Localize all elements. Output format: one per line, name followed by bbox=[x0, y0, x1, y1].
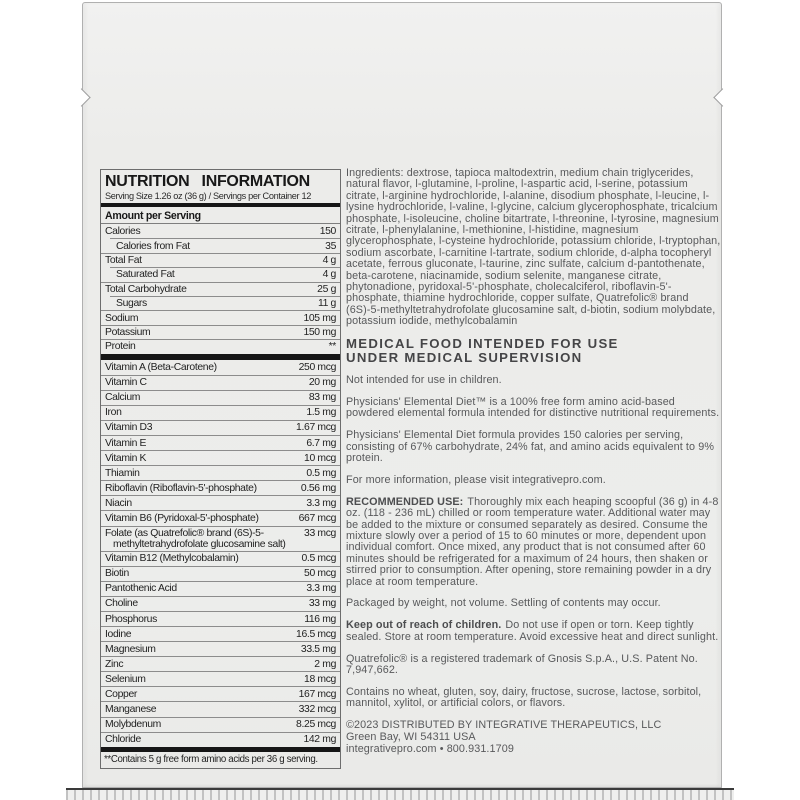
info-paragraph bbox=[346, 687, 723, 710]
nutrient-value: 250 mcg bbox=[298, 362, 336, 374]
nutrient-label: Zinc bbox=[105, 658, 124, 670]
nutrient-label: Sodium bbox=[105, 312, 139, 324]
nutrient-row bbox=[101, 267, 340, 281]
nutrient-label-wrap bbox=[105, 614, 300, 625]
nutrient-row bbox=[101, 325, 340, 339]
nutrient-label-cont: methyltetrahydrofolate glucosamine salt) bbox=[113, 539, 286, 551]
distributor-line2: Green Bay, WI 54311 USA bbox=[346, 730, 476, 743]
nutrient-value: 4 g bbox=[322, 254, 336, 266]
nutrient-label: Vitamin D3 bbox=[105, 422, 153, 434]
nutrient-label-wrap bbox=[105, 553, 297, 564]
nutrient-label-wrap bbox=[105, 704, 295, 715]
distributor-block bbox=[346, 720, 723, 755]
nutrient-value: ** bbox=[328, 341, 336, 353]
tear-notch-right-icon bbox=[713, 88, 731, 106]
nutrient-row bbox=[101, 310, 340, 324]
nutrient-value: 11 g bbox=[317, 298, 336, 310]
nutrient-label: Copper bbox=[105, 688, 137, 700]
nutrient-label-wrap bbox=[105, 689, 295, 700]
nutrient-label: Iron bbox=[105, 407, 122, 419]
nutrient-row bbox=[101, 732, 340, 747]
info-paragraph bbox=[346, 654, 723, 677]
nutrient-value: 1.67 mcg bbox=[296, 422, 336, 434]
distributor-line1: ©2023 DISTRIBUTED BY INTEGRATIVE THERAPEUTICS, LLC bbox=[346, 719, 662, 732]
nutrient-label-wrap bbox=[105, 483, 297, 494]
paragraph-text: Do not use if open or torn. Keep tightly sealed. Store at room temperature. Avoid excessive heat and direct sunlight. bbox=[346, 619, 719, 643]
nutrient-label-wrap bbox=[105, 659, 310, 670]
nutrient-label-wrap bbox=[105, 377, 305, 388]
nutrient-label: Calories from Fat bbox=[116, 240, 190, 252]
info-paragraphs bbox=[346, 375, 723, 710]
nutrient-label-wrap bbox=[105, 528, 300, 550]
nutrient-label-wrap bbox=[105, 468, 302, 479]
ingredients-text: Ingredients: dextrose, tapioca maltodextrin, medium chain triglycerides, natural flavor, l-glutamine, l-proline, l-aspartic acid, l-serine, potassium citrate, l-arginine hydrochloride, l-alanine, disodium phosphate, l-leucine, l-lysine hydrochloride, l-valine, l-glycine, calcium glycerophosphate, tricalcium phosphate, l-isoleucine, choline bitartrate, l-threonine, l-tyrosine, magnesium citrate, l-phenylalanine, l-methionine, l-histidine, magnesium glycerophosphate, l-cysteine hydrochloride, potassium chloride, l-tryptophan, sodium ascorbate, l-carnitine l-tartrate, sodium chloride, d-alpha tocopheryl acetate, ferrous gluconate, l-taurine, zinc sulfate, calcium d-pantothenate, beta-carotene, niacinamide, sodium selenite, manganese citrate, phytonadione, pyridoxal-5'-phosphate, cholecalciferol, riboflavin-5'-phosphate, thiamine hydrochloride, copper sulfate, Quatrefolic® brand (6S)-5-methyltetrahydrofolate glucosamine salt, d-biotin, sodium molybdate, potassium iodide, methylcobalamin bbox=[346, 167, 721, 328]
nutrient-label: Vitamin A (Beta-Carotene) bbox=[105, 362, 217, 374]
nutrient-value: 10 mcg bbox=[304, 452, 336, 464]
nutrient-row bbox=[101, 611, 340, 626]
nutrient-row bbox=[101, 701, 340, 716]
amino-acid-footnote: **Contains 5 g free form amino acids per 36 g serving. bbox=[104, 754, 318, 766]
nutrient-label-wrap bbox=[105, 644, 297, 655]
nutrient-label-wrap bbox=[105, 674, 300, 685]
nutrient-label: Manganese bbox=[105, 704, 157, 716]
nutrient-value: 116 mg bbox=[304, 613, 336, 625]
paragraph-text: Quatrefolic® is a registered trademark of Gnosis S.p.A., U.S. Patent No. 7,947,662. bbox=[346, 652, 698, 677]
nutrient-label-wrap bbox=[105, 407, 302, 418]
paragraph-text: Not intended for use in children. bbox=[346, 373, 502, 386]
nutrient-label: Magnesium bbox=[105, 643, 156, 655]
nutrient-label-wrap bbox=[105, 583, 302, 594]
nutrient-value: 18 mcg bbox=[304, 673, 336, 685]
nutrient-label: Protein bbox=[105, 341, 136, 353]
nutrient-label-wrap bbox=[105, 327, 299, 338]
nutrient-label: Vitamin K bbox=[105, 452, 147, 464]
nutrient-value: 150 mg bbox=[303, 326, 336, 338]
micro-nutrient-rows bbox=[101, 360, 340, 747]
paragraph-text: Thoroughly mix each heaping scoopful (36 g) in 4-8 oz. (118 - 236 mL) chilled or room temperature water. Additional water may be added to the mixture or consumed separately as desired. Consume the mixture slowly over a period of 15 to 60 minutes or more, dependent upon individual comfort. Once mixed, any product that is not consumed after 60 minutes should be refrigerated for a maximum of 24 hours, then shaken or stirred prior to consumption. After opening, store remaining powder in a dry place at room temperature. bbox=[346, 495, 719, 588]
paragraph-lead: RECOMMENDED USE: bbox=[346, 495, 464, 508]
nutrient-label: Calories bbox=[105, 226, 141, 238]
nutrient-value: 667 mcg bbox=[298, 513, 336, 525]
nutrient-label-wrap bbox=[105, 341, 325, 352]
paragraph-text: For more information, please visit integrativepro.com. bbox=[346, 473, 606, 486]
nutrient-row bbox=[101, 420, 340, 435]
nutrient-label: Vitamin C bbox=[105, 377, 147, 389]
info-paragraph bbox=[346, 598, 723, 609]
serving-size-line: Serving Size 1.26 oz (36 g) / Servings per Container 12 bbox=[105, 191, 311, 201]
pouch bbox=[82, 2, 722, 788]
nutrient-label: Vitamin B6 (Pyridoxal-5'-phosphate) bbox=[105, 513, 259, 525]
info-paragraph bbox=[346, 497, 723, 588]
nutrient-row bbox=[101, 641, 340, 656]
info-paragraph bbox=[346, 430, 723, 464]
nutrient-value: 6.7 mg bbox=[306, 437, 336, 449]
nutrient-value: 142 mg bbox=[303, 734, 336, 746]
nutrient-label-wrap bbox=[105, 362, 295, 373]
nutrient-label-wrap bbox=[105, 284, 313, 295]
nutrient-value: 3.3 mg bbox=[306, 497, 336, 509]
nutrient-value: 2 mg bbox=[314, 658, 336, 670]
nutrient-label: Molybdenum bbox=[105, 719, 161, 731]
nutrient-row bbox=[101, 375, 340, 390]
nutrient-row bbox=[101, 671, 340, 686]
nutrient-row bbox=[101, 581, 340, 596]
info-column bbox=[346, 168, 723, 755]
info-paragraph bbox=[346, 397, 723, 420]
nutrition-panel bbox=[100, 169, 341, 769]
paragraph-text: Physicians' Elemental Diet formula provides 150 calories per serving, consisting of 67% carbohydrate, 24% fat, and amino acids equivalent to 9% protein. bbox=[346, 429, 715, 464]
info-paragraph bbox=[346, 375, 723, 386]
medical-food-heading bbox=[346, 337, 723, 366]
nutrient-label-wrap bbox=[105, 719, 292, 730]
nutrient-value: 150 bbox=[319, 226, 336, 238]
nutrient-value: 20 mg bbox=[308, 377, 336, 389]
nutrient-label-wrap bbox=[105, 513, 295, 524]
nutrient-label-wrap bbox=[105, 392, 305, 403]
nutrient-label: Phosphorus bbox=[105, 613, 157, 625]
nutrient-label: Total Carbohydrate bbox=[105, 283, 187, 295]
medical-food-heading-line2: UNDER MEDICAL SUPERVISION bbox=[346, 350, 583, 366]
nutrient-row bbox=[101, 435, 340, 450]
nutrient-row bbox=[101, 296, 340, 310]
nutrient-label: Calcium bbox=[105, 392, 141, 404]
nutrient-row bbox=[101, 626, 340, 641]
nutrient-label: Chloride bbox=[105, 734, 141, 746]
nutrient-label: Iodine bbox=[105, 628, 132, 640]
nutrient-row bbox=[101, 480, 340, 495]
nutrient-value: 105 mg bbox=[303, 312, 336, 324]
info-paragraph bbox=[346, 475, 723, 486]
nutrient-label: Sugars bbox=[116, 298, 147, 310]
nutrient-label-wrap bbox=[105, 313, 299, 324]
nutrient-label: Total Fat bbox=[105, 254, 142, 266]
info-paragraph bbox=[346, 620, 723, 643]
nutrient-value: 83 mg bbox=[308, 392, 336, 404]
nutrient-label: Vitamin B12 (Methylcobalamin) bbox=[105, 553, 239, 565]
distributor-line3: integrativepro.com • 800.931.1709 bbox=[346, 742, 514, 755]
nutrient-label-wrap bbox=[105, 226, 316, 237]
nutrient-value: 50 mcg bbox=[304, 568, 336, 580]
paragraph-text: Physicians' Elemental Diet™ is a 100% free form amino acid-based powdered elemental formula intended for distinctive nutritional requirements. bbox=[346, 395, 720, 420]
nutrient-value: 33 mg bbox=[308, 598, 336, 610]
nutrient-value: 0.5 mg bbox=[306, 467, 336, 479]
nutrient-row bbox=[101, 253, 340, 267]
nutrient-label-wrap bbox=[105, 734, 299, 745]
nutrient-row bbox=[101, 566, 340, 581]
nutrient-row bbox=[101, 596, 340, 611]
nutrient-label: Niacin bbox=[105, 497, 132, 509]
nutrient-row bbox=[101, 717, 340, 732]
nutrient-row bbox=[101, 360, 340, 375]
nutrient-value: 4 g bbox=[322, 269, 336, 281]
nutrient-label: Folate (as Quatrefolic® brand (6S)-5- bbox=[105, 528, 264, 540]
nutrient-label: Choline bbox=[105, 598, 138, 610]
paragraph-text: Contains no wheat, gluten, soy, dairy, fructose, sucrose, lactose, sorbitol, mannitol, xylitol, or artificial colors, or flavors. bbox=[346, 686, 702, 710]
nutrient-row bbox=[101, 282, 340, 296]
nutrient-label: Saturated Fat bbox=[116, 269, 175, 281]
nutrient-label-wrap bbox=[105, 269, 319, 280]
nutrient-row bbox=[101, 551, 340, 566]
nutrient-label-wrap bbox=[105, 568, 300, 579]
nutrient-row bbox=[101, 510, 340, 525]
nutrient-label: Riboflavin (Riboflavin-5'-phosphate) bbox=[105, 482, 257, 494]
nutrient-value: 33.5 mg bbox=[300, 643, 336, 655]
paragraph-text: Packaged by weight, not volume. Settling of contents may occur. bbox=[346, 597, 661, 610]
nutrient-label: Vitamin E bbox=[105, 437, 147, 449]
nutrition-panel-title: NUTRITION INFORMATION bbox=[105, 173, 310, 190]
nutrient-row bbox=[101, 224, 340, 238]
nutrient-label-wrap bbox=[105, 438, 302, 449]
nutrient-label-wrap bbox=[105, 453, 300, 464]
nutrient-row bbox=[101, 656, 340, 671]
macro-nutrient-rows bbox=[101, 224, 340, 354]
nutrient-row bbox=[101, 390, 340, 405]
nutrient-label: Selenium bbox=[105, 673, 146, 685]
nutrient-label-wrap bbox=[105, 422, 292, 433]
nutrient-row bbox=[101, 405, 340, 420]
nutrient-value: 25 g bbox=[317, 283, 336, 295]
nutrient-row bbox=[101, 686, 340, 701]
nutrient-row bbox=[101, 495, 340, 510]
medical-food-heading-line1: MEDICAL FOOD INTENDED FOR USE bbox=[346, 335, 619, 351]
nutrient-row bbox=[101, 339, 340, 353]
nutrient-value: 1.5 mg bbox=[306, 407, 336, 419]
nutrient-row bbox=[101, 238, 340, 252]
nutrient-value: 16.5 mcg bbox=[296, 628, 336, 640]
nutrient-value: 0.56 mg bbox=[300, 482, 336, 494]
nutrient-value: 332 mcg bbox=[298, 704, 336, 716]
nutrient-label: Biotin bbox=[105, 568, 129, 580]
amount-per-serving-header: Amount per Serving bbox=[101, 207, 340, 224]
nutrient-label-wrap bbox=[105, 255, 319, 266]
nutrient-label: Thiamin bbox=[105, 467, 140, 479]
nutrient-value: 8.25 mcg bbox=[296, 719, 336, 731]
tear-notch-left-icon bbox=[72, 88, 90, 106]
bottom-crimp-seal bbox=[66, 788, 734, 800]
nutrient-row bbox=[101, 526, 340, 551]
nutrient-label-wrap bbox=[105, 629, 292, 640]
nutrient-value: 33 mcg bbox=[304, 528, 336, 540]
nutrient-row bbox=[101, 450, 340, 465]
nutrient-label-wrap bbox=[105, 498, 302, 509]
paragraph-lead: Keep out of reach of children. bbox=[346, 619, 502, 632]
nutrient-value: 167 mcg bbox=[298, 688, 336, 700]
nutrient-label-wrap bbox=[105, 298, 314, 309]
nutrient-value: 0.5 mcg bbox=[301, 553, 336, 565]
nutrient-label: Potassium bbox=[105, 326, 151, 338]
nutrient-value: 3.3 mg bbox=[306, 583, 336, 595]
nutrient-label-wrap bbox=[105, 241, 321, 252]
nutrient-value: 35 bbox=[325, 240, 336, 252]
nutrient-label-wrap bbox=[105, 598, 305, 609]
nutrient-label: Pantothenic Acid bbox=[105, 583, 177, 595]
nutrient-row bbox=[101, 465, 340, 480]
